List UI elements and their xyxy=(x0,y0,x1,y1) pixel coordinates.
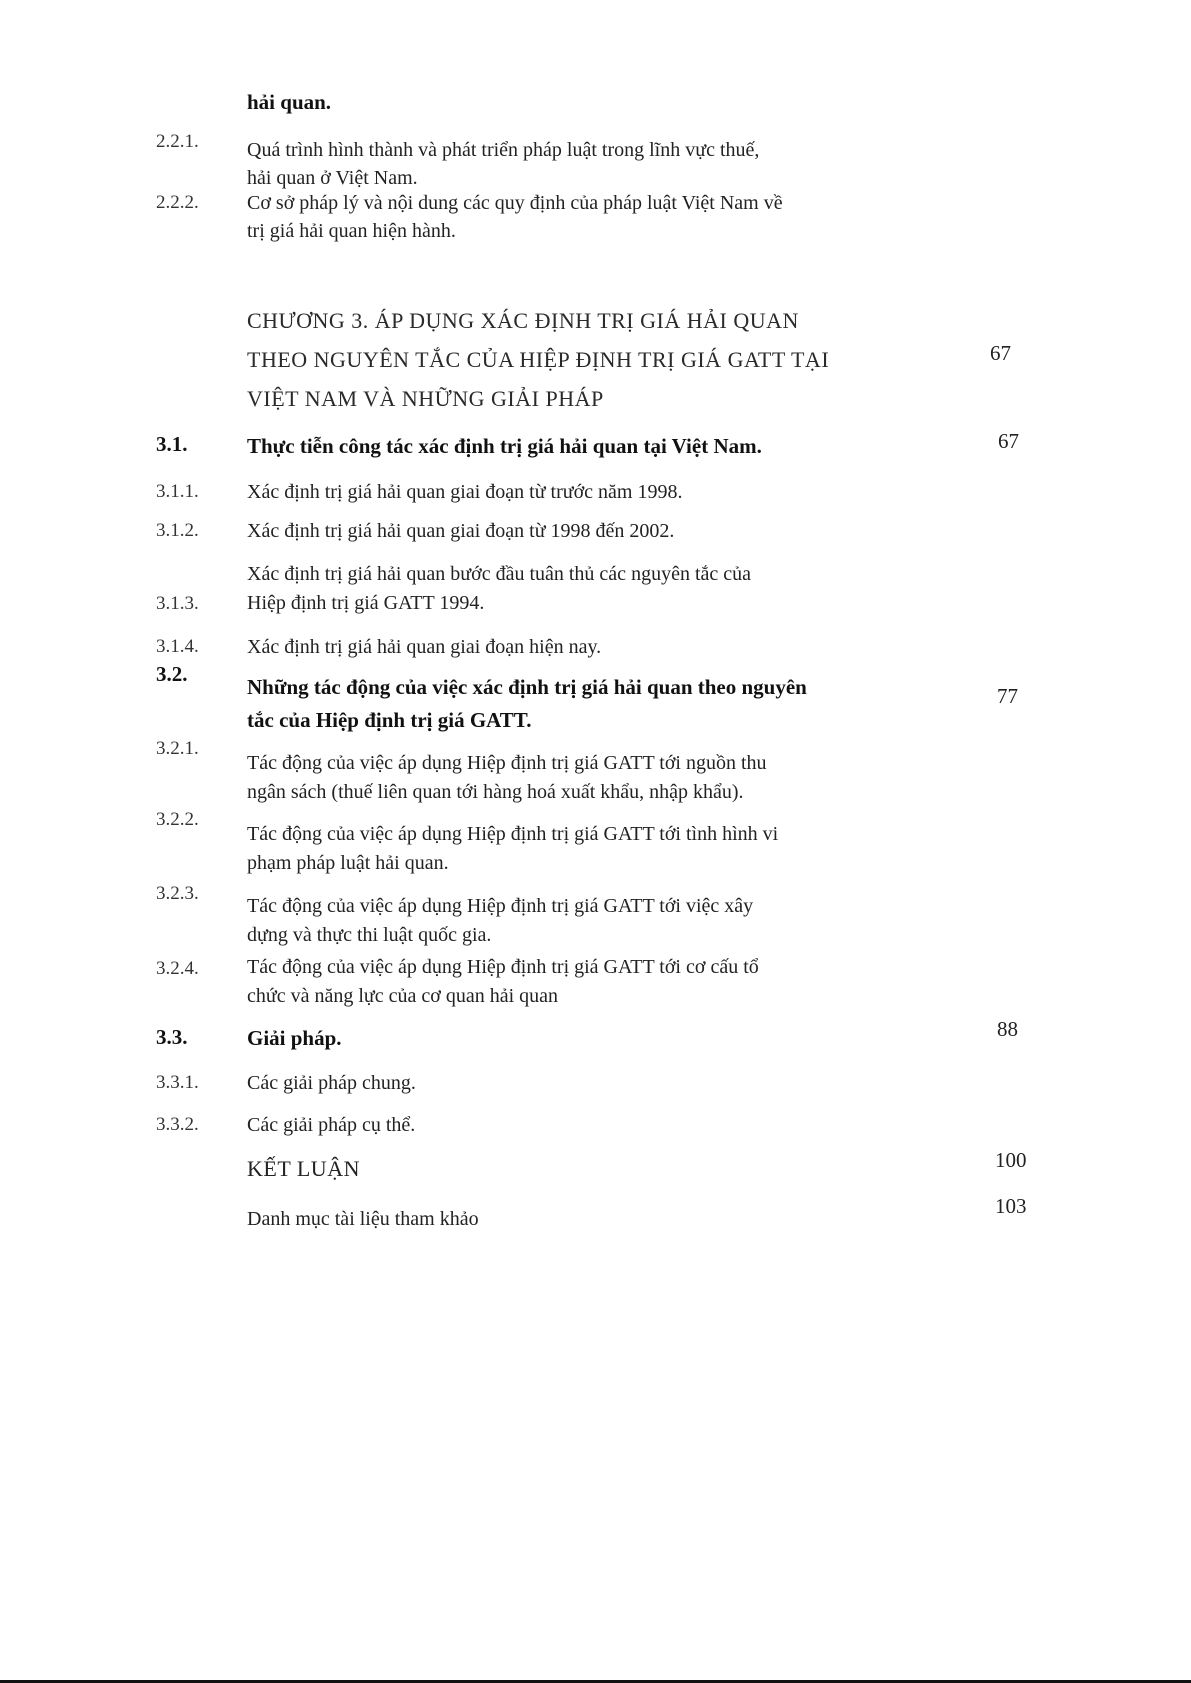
chapter-3-title-line1: CHƯƠNG 3. ÁP DỤNG XÁC ĐỊNH TRỊ GIÁ HẢI QUAN xyxy=(247,308,799,333)
section-page-3-2: 77 xyxy=(997,684,1018,708)
section-title-2-2-1-line2: hải quan ở Việt Nam. xyxy=(247,167,418,189)
section-number-3-1-4: 3.1.4. xyxy=(156,636,199,657)
section-title-2-2-2-line2: trị giá hải quan hiện hành. xyxy=(247,220,456,242)
section-number-3-2: 3.2. xyxy=(156,662,188,686)
section-title-3-3-2: Các giải pháp cụ thể. xyxy=(247,1114,416,1136)
section-number-3-2-2: 3.2.2. xyxy=(156,809,199,830)
section-number-2-2-1: 2.2.1. xyxy=(156,131,199,152)
section-title-3-2-3-line2: dựng và thực thi luật quốc gia. xyxy=(247,924,492,946)
section-number-3-3-2: 3.3.2. xyxy=(156,1114,199,1135)
chapter-3-page: 67 xyxy=(990,341,1011,365)
chapter-3-title-line2: THEO NGUYÊN TẮC CỦA HIỆP ĐỊNH TRỊ GIÁ GATT TẠI xyxy=(247,347,830,372)
section-number-2-2-2: 2.2.2. xyxy=(156,192,199,213)
section-number-3-2-4: 3.2.4. xyxy=(156,958,199,979)
section-title-3-1-1: Xác định trị giá hải quan giai đoạn từ trước năm 1998. xyxy=(247,481,683,503)
chapter-3-title-line3: VIỆT NAM VÀ NHỮNG GIẢI PHÁP xyxy=(247,386,604,411)
continuation-heading: hải quan. xyxy=(247,90,332,114)
conclusion-page: 100 xyxy=(995,1148,1027,1172)
section-title-3-1-3-line2: Hiệp định trị giá GATT 1994. xyxy=(247,592,485,614)
section-title-3-2-4-line1: Tác động của việc áp dụng Hiệp định trị giá GATT tới cơ cấu tổ xyxy=(247,956,759,978)
section-number-3-1-3: 3.1.3. xyxy=(156,593,199,614)
section-number-3-3-1: 3.3.1. xyxy=(156,1072,199,1093)
section-title-3-2-1-line1: Tác động của việc áp dụng Hiệp định trị giá GATT tới nguồn thu xyxy=(247,752,767,774)
section-title-3-3: Giải pháp. xyxy=(247,1026,342,1050)
section-title-3-2-3-line1: Tác động của việc áp dụng Hiệp định trị giá GATT tới việc xây xyxy=(247,895,754,917)
references-page: 103 xyxy=(995,1194,1027,1218)
section-title-3-2-line2: tắc của Hiệp định trị giá GATT. xyxy=(247,708,532,732)
section-title-3-1-2: Xác định trị giá hải quan giai đoạn từ 1998 đến 2002. xyxy=(247,520,675,542)
section-title-3-2-2-line2: phạm pháp luật hải quan. xyxy=(247,852,449,874)
section-title-3-1-4: Xác định trị giá hải quan giai đoạn hiện nay. xyxy=(247,636,602,658)
section-number-3-1-1: 3.1.1. xyxy=(156,481,199,502)
section-number-3-2-3: 3.2.3. xyxy=(156,883,199,904)
section-title-3-2-1-line2: ngân sách (thuế liên quan tới hàng hoá xuất khẩu, nhập khẩu). xyxy=(247,781,744,803)
section-title-3-2-2-line1: Tác động của việc áp dụng Hiệp định trị giá GATT tới tình hình vi xyxy=(247,823,779,845)
section-title-2-2-1-line1: Quá trình hình thành và phát triển pháp luật trong lĩnh vực thuế, xyxy=(247,139,760,161)
section-number-3-3: 3.3. xyxy=(156,1025,188,1049)
section-number-3-2-1: 3.2.1. xyxy=(156,738,199,759)
section-page-3-3: 88 xyxy=(997,1017,1018,1041)
section-page-3-1: 67 xyxy=(998,429,1019,453)
section-title-3-1: Thực tiễn công tác xác định trị giá hải quan tại Việt Nam. xyxy=(247,434,762,458)
section-title-3-3-1: Các giải pháp chung. xyxy=(247,1072,416,1094)
references-title: Danh mục tài liệu tham khảo xyxy=(247,1208,479,1230)
section-title-3-2-line1: Những tác động của việc xác định trị giá hải quan theo nguyên xyxy=(247,675,807,699)
section-title-3-1-3-line1: Xác định trị giá hải quan bước đầu tuân thủ các nguyên tắc của xyxy=(247,563,752,585)
section-number-3-1-2: 3.1.2. xyxy=(156,520,199,541)
section-number-3-1: 3.1. xyxy=(156,432,188,456)
conclusion-title: KẾT LUẬN xyxy=(247,1156,360,1181)
section-title-2-2-2-line1: Cơ sở pháp lý và nội dung các quy định của pháp luật Việt Nam về xyxy=(247,192,783,214)
section-title-3-2-4-line2: chức và năng lực của cơ quan hải quan xyxy=(247,985,559,1007)
